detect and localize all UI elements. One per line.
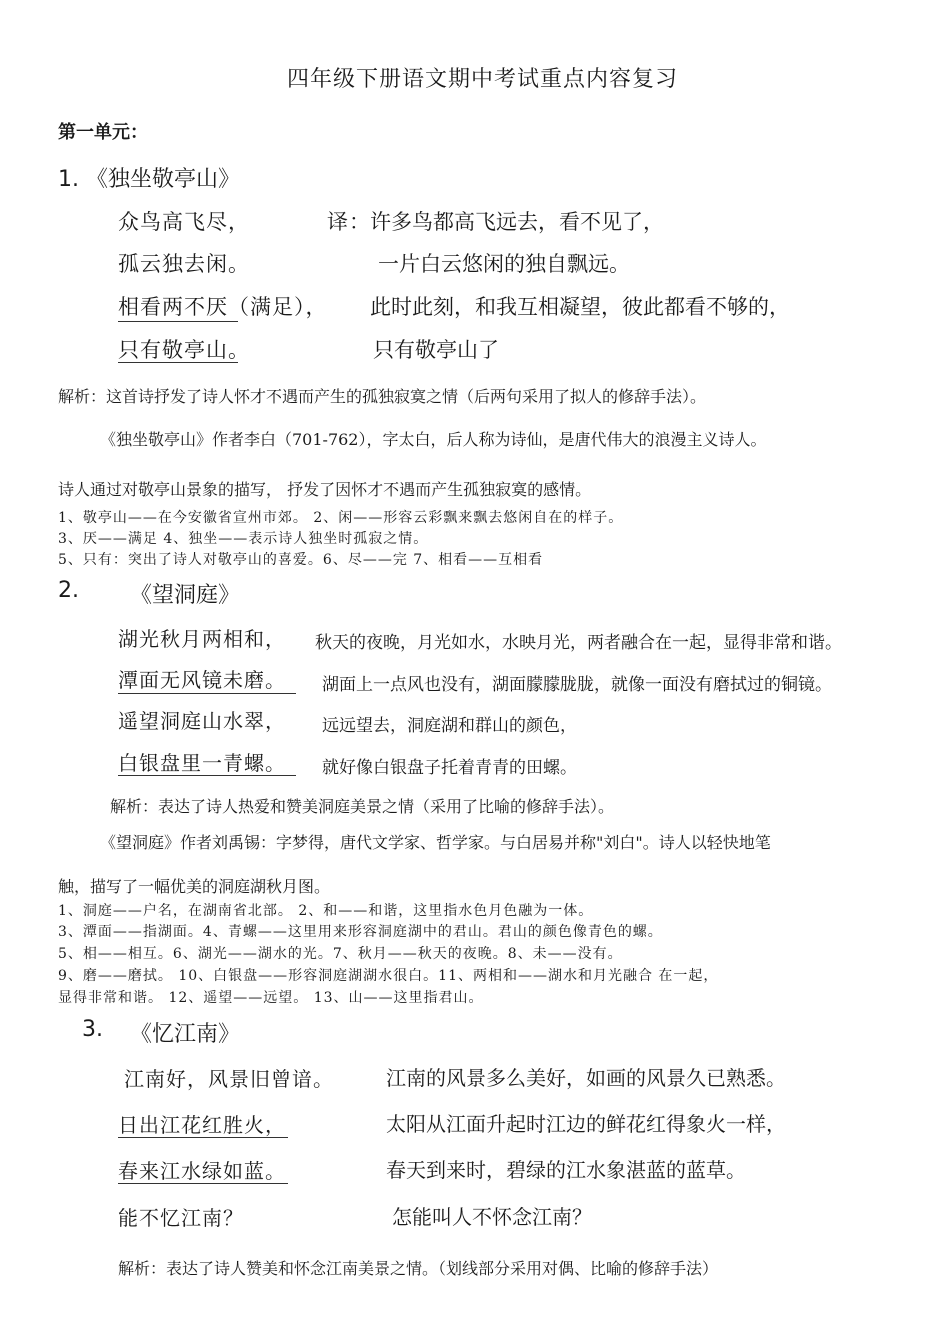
poem1-underline-3 [118,321,238,322]
poem1-translation-4: 只有敬亭山了 [373,338,499,362]
poem2-underline-4 [118,775,296,776]
poem2-underline-2 [118,693,296,694]
poem2-line-3: 遥望洞庭山水翠， [118,709,286,733]
poem1-note-1: 1、敬亭山——在今安徽省宣州市郊。 2、闲——形容云彩飘来飘去悠闲自在的样子。 [58,510,624,526]
poem2-translation-4: 就好像白银盘子托着青青的田螺。 [322,758,577,778]
poem2-note-4: 9、磨——磨拭。 10、白银盘——形容洞庭湖湖水很白。11、两相和——湖水和月光融合 在一起， [58,968,719,984]
poem2-note-2: 3、潭面——指湖面。4、青螺——这里用来形容洞庭湖中的君山。君山的颜色像青色的螺。 [58,924,663,940]
poem3-heading: 3. [82,1017,103,1042]
poem2-author-note-2: 触，描写了一幅优美的洞庭湖秋月图。 [58,877,331,896]
poem3-underline-3 [118,1183,288,1184]
unit-heading: 第一单元： [58,122,148,143]
poem2-analysis: 解析：表达了诗人热爱和赞美洞庭美景之情（采用了比喻的修辞手法）。 [110,797,615,816]
poem1-translation-1: 许多鸟都高飞远去，看不见了， [370,210,664,234]
poem2-note-3: 5、相——相互。6、湖光——湖水的光。7、秋月——秋天的夜晚。8、未——没有。 [58,946,623,962]
poem3-line-3: 春来江水绿如蓝。 [118,1159,286,1183]
poem1-line-3: 相看两不厌（满足）， [118,295,328,319]
poem1-translation-3: 此时此刻，和我互相凝望，彼此都看不够的， [370,295,790,319]
poem1-author-note: 《独坐敬亭山》作者李白（701-762），字太白，后人称为诗仙，是唐代伟大的浪漫主义诗人。 [100,430,767,449]
poem1-line-1: 众鸟高飞尽， [118,210,250,234]
poem1-line-4: 只有敬亭山。 [118,338,250,362]
poem2-heading: 2. [58,578,79,603]
poem2-line-2: 潭面无风镜未磨。 [118,668,286,692]
poem1-translation-prefix: 译： [327,210,371,234]
poem3-underline-2 [118,1137,288,1138]
poem3-line-2: 日出江花红胜火， [118,1113,286,1137]
poem2-translation-3: 远远望去，洞庭湖和群山的颜色， [322,716,577,736]
poem3-name: 《忆江南》 [130,1022,241,1047]
poem3-translation-4: 怎能叫人不怀念江南？ [392,1205,592,1229]
poem3-translation-1: 江南的风景多么美好，如画的风景久已熟悉。 [386,1066,786,1090]
poem2-line-1: 湖光秋月两相和， [118,627,286,651]
poem1-analysis: 解析：这首诗抒发了诗人怀才不遇而产生的孤独寂寞之情（后两句采用了拟人的修辞手法）。 [58,387,707,406]
poem3-line-4: 能不忆江南？ [118,1206,244,1230]
poem1-heading: 1. 《独坐敬亭山》 [58,167,240,192]
poem2-translation-1: 秋天的夜晚，月光如水，水映月光，两者融合在一起，显得非常和谐。 [315,633,842,653]
page-title: 四年级下册语文期中考试重点内容复习 [287,67,679,92]
poem3-translation-2: 太阳从江面升起时江边的鲜花红得象火一样， [386,1112,786,1136]
poem2-note-1: 1、洞庭——户名，在湖南省北部。 2、和——和谐，这里指水色月色融为一体。 [58,903,594,919]
poem1-note-3: 5、只有：突出了诗人对敬亭山的喜爱。6、尽——完 7、相看——互相看 [58,552,544,568]
poem1-underline-4 [118,362,238,363]
poem2-name: 《望洞庭》 [130,583,241,608]
poem3-line-1: 江南好，风景旧曾谙。 [124,1067,334,1091]
poem2-author-note-1: 《望洞庭》作者刘禹锡：字梦得，唐代文学家、哲学家。与白居易并称"刘白"。诗人以轻快地笔 [100,833,771,852]
poem2-line-4: 白银盘里一青螺。 [118,751,286,775]
poem1-note-2: 3、厌——满足 4、独坐——表示诗人独坐时孤寂之情。 [58,531,429,547]
poem1-summary: 诗人通过对敬亭山景象的描写， 抒发了因怀才不遇而产生孤独寂寞的感情。 [58,480,592,499]
poem3-translation-3: 春天到来时，碧绿的江水象湛蓝的蓝草。 [386,1158,746,1182]
poem3-analysis: 解析：表达了诗人赞美和怀念江南美景之情。（划线部分采用对偶、比喻的修辞手法） [118,1259,719,1278]
poem1-line-2: 孤云独去闲。 [118,252,250,276]
poem1-translation-2: 一片白云悠闲的独自飘远。 [378,252,630,276]
poem2-translation-2: 湖面上一点风也没有，湖面朦朦胧胧，就像一面没有磨拭过的铜镜。 [322,675,832,695]
poem2-note-5: 显得非常和谐。 12、遥望——远望。 13、山——这里指君山。 [58,990,484,1006]
